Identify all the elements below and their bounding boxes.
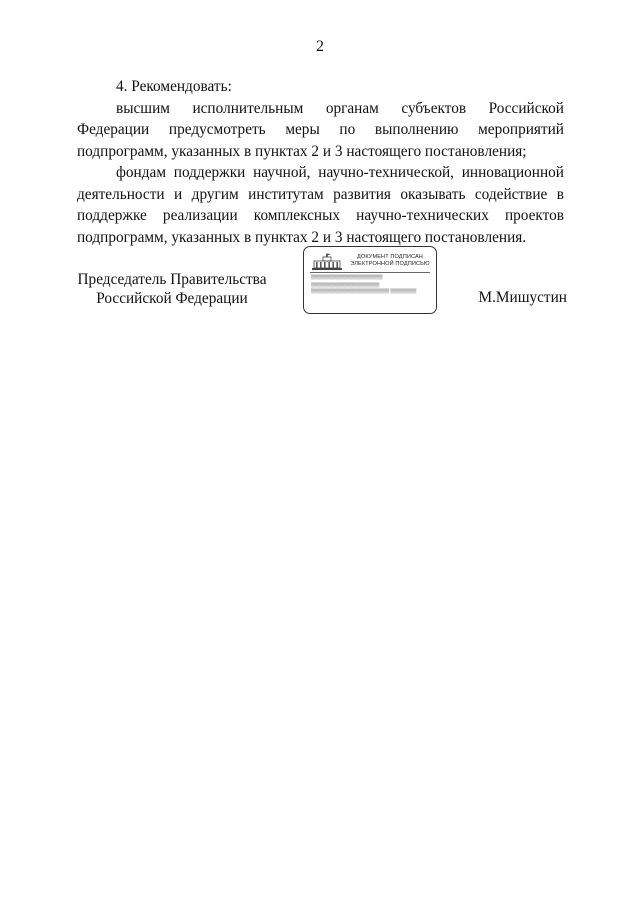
- electronic-signature-stamp: [303, 246, 437, 314]
- stamp-certificate-serial: ▒▒▒▒▒▒▒▒▒▒▒▒▒▒▒▒▒▒▒▒▒▒: [311, 274, 383, 279]
- stamp-heading-line-2: ЭЛЕКТРОННОЙ ПОДПИСЬЮ: [350, 261, 430, 267]
- paragraph-regional-authorities: высшим исполнительным органам субъектов Российской Федерации предусмотреть меры по выполнению мероприятий подпрограмм, указанных в пунктах 2 и 3 настоящего постановления;: [77, 99, 564, 160]
- signature-block: [77, 254, 567, 320]
- paragraph-item-4: 4. Рекомендовать:: [116, 78, 232, 95]
- signer-title: [77, 270, 267, 308]
- page-number: 2: [316, 38, 324, 55]
- stamp-owner: ▒▒▒▒▒▒▒▒▒▒▒▒▒▒▒▒▒▒▒▒▒▒▒▒ ▒▒▒▒▒▒▒▒: [311, 288, 417, 293]
- stamp-divider: [310, 272, 430, 273]
- signer-name: М.Мишустин: [478, 289, 567, 306]
- stamp-validity: ▒▒▒▒▒▒▒▒▒▒▒▒▒▒▒▒▒▒▒▒▒: [311, 282, 380, 287]
- signer-title-line-2: Российской Федерации: [96, 290, 248, 307]
- signer-title-line-1: Председатель Правительства: [77, 271, 267, 288]
- stamp-heading-line-1: ДОКУМЕНТ ПОДПИСАН: [357, 254, 423, 260]
- stamp-heading: [346, 254, 434, 268]
- document-body: [77, 76, 564, 248]
- government-building-icon: [311, 253, 343, 271]
- paragraph-support-funds: фондам поддержки научной, научно-технической, инновационной деятельности и другим институтам развития оказывать содействие в поддержке реализации комплексных научно-технических проектов подпрограмм, указанных в пунктах 2 и 3 настоящего постановления.: [77, 164, 564, 246]
